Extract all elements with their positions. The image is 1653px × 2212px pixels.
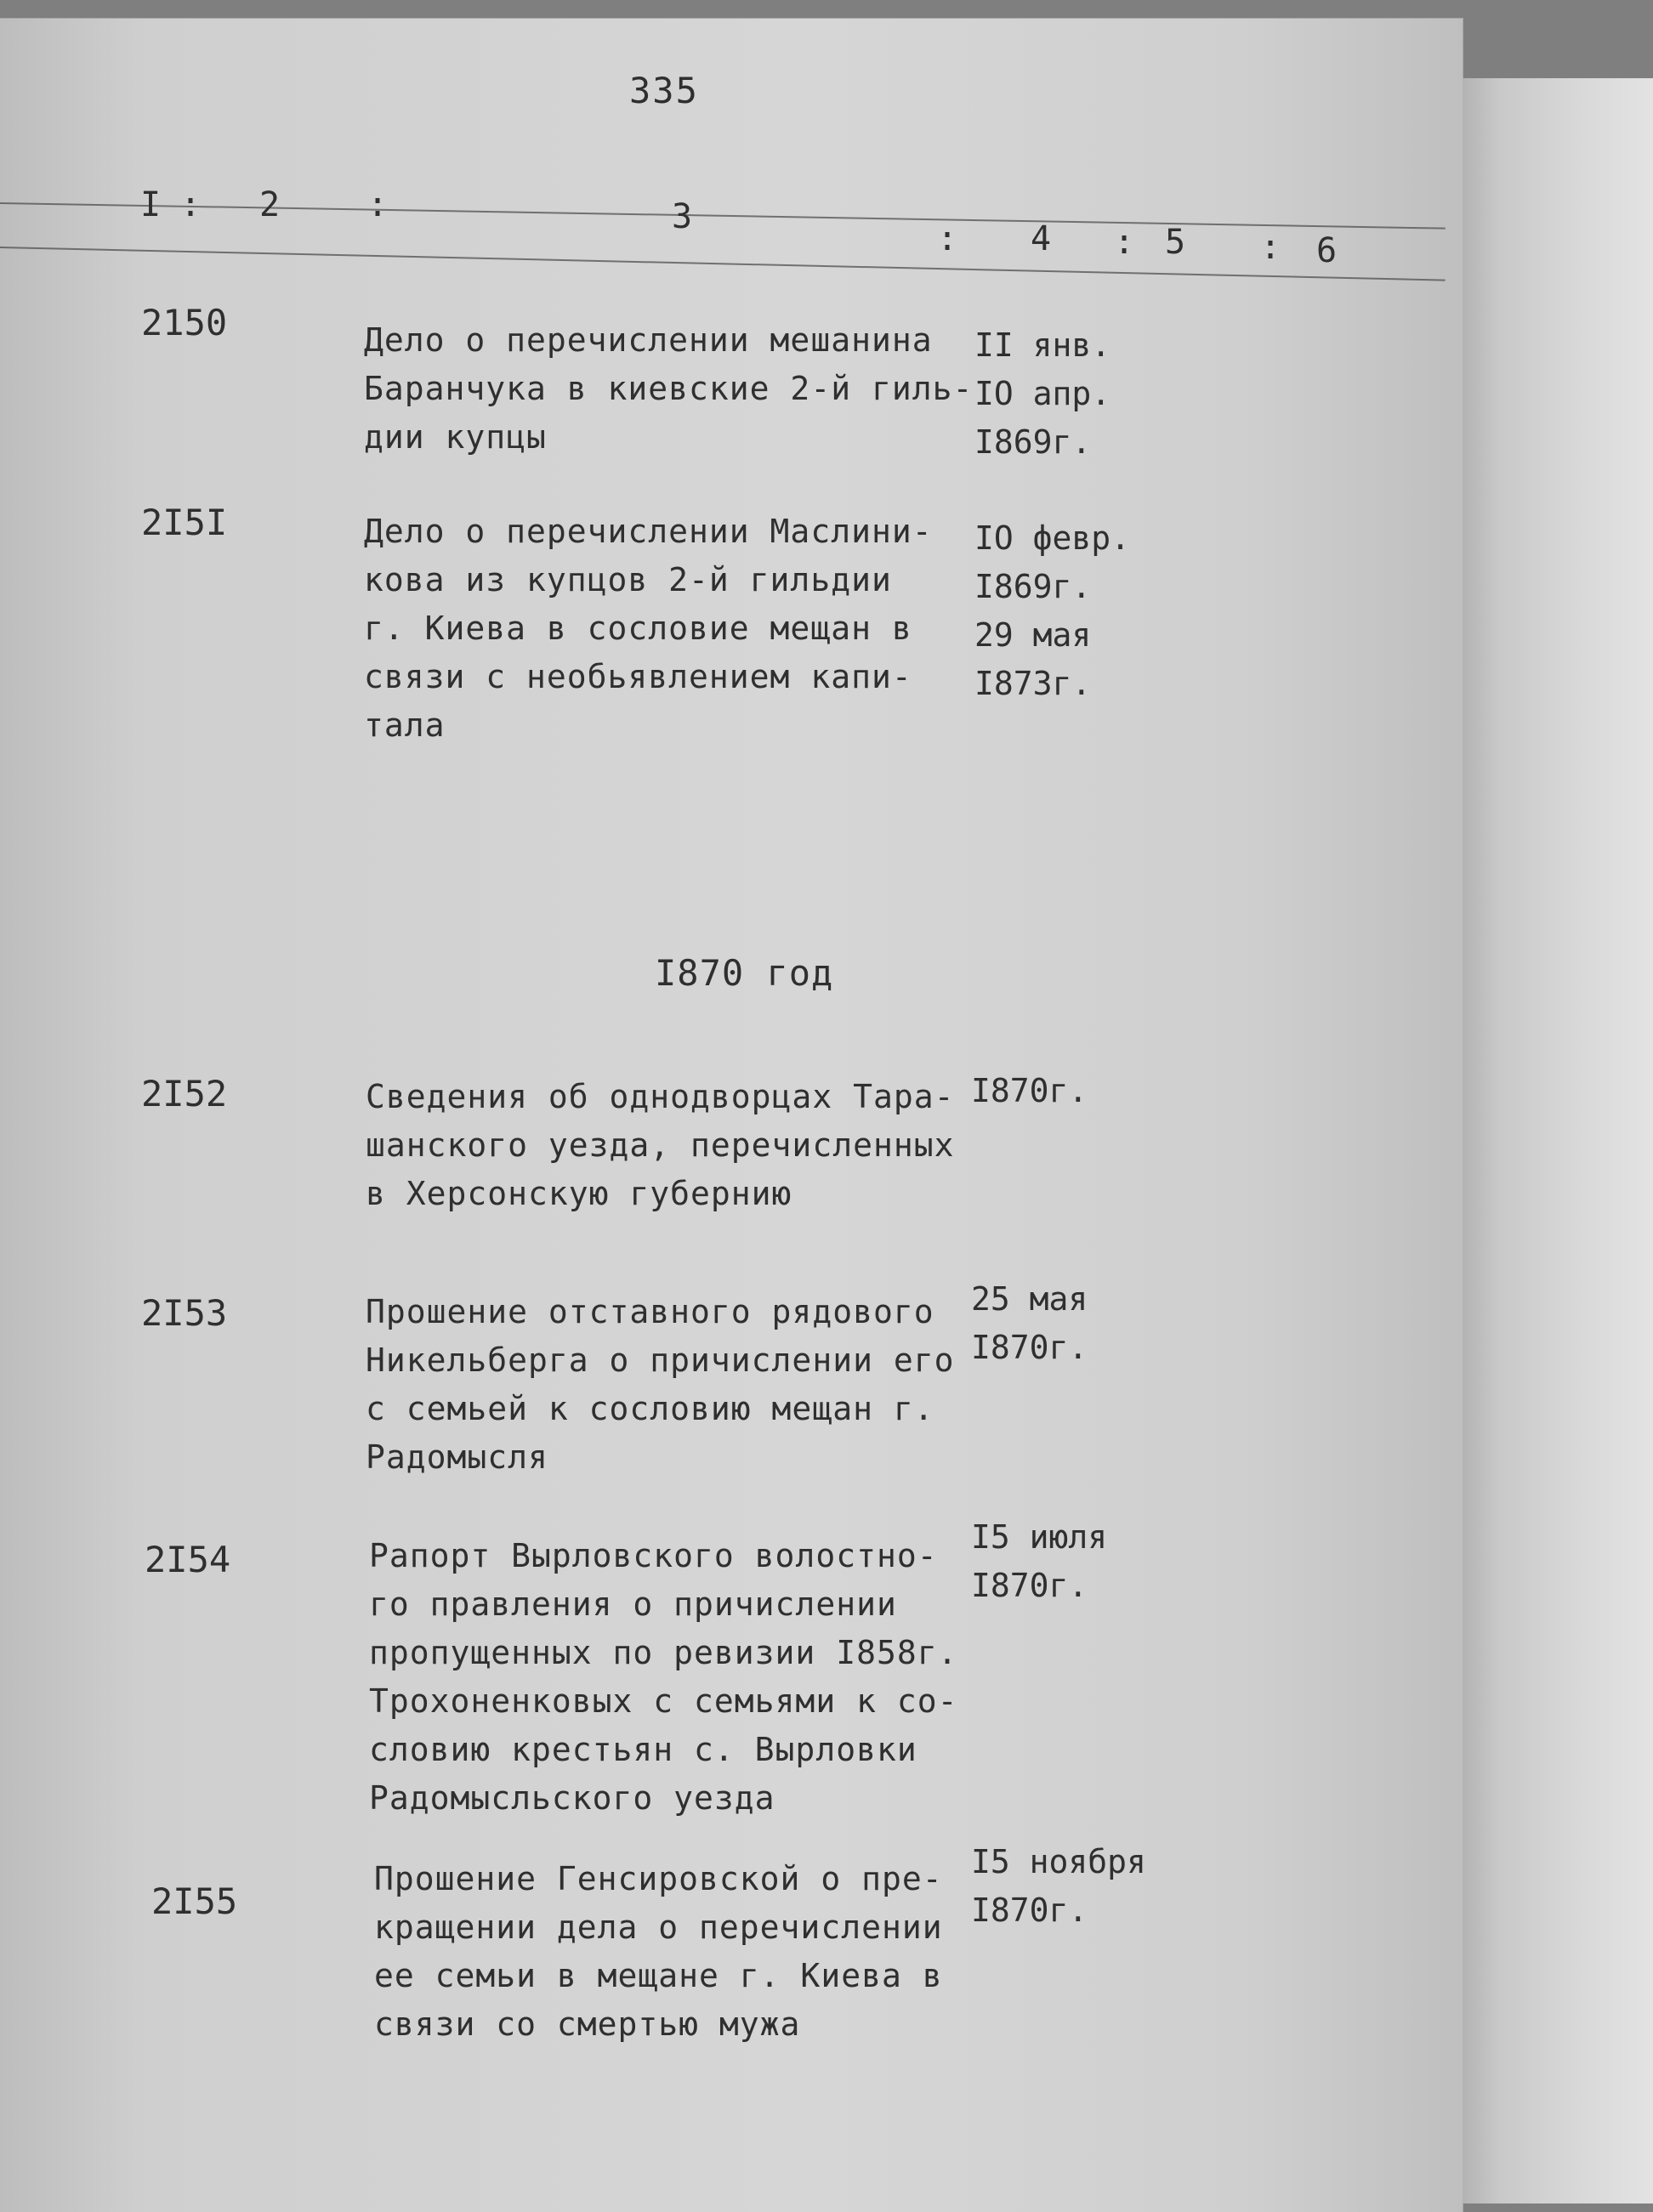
description-line: Трохоненковых с семьями к со- (369, 1682, 958, 1720)
description-line: Рапорт Вырловского волостно- (369, 1537, 938, 1574)
date-line: I869г. (974, 423, 1092, 461)
description-line: Прошение Генсировской о пре- (374, 1860, 943, 1897)
entry-dates (971, 1067, 1088, 1115)
entry-description (369, 1532, 957, 1823)
entry-dates (971, 1275, 1088, 1372)
entry-number: 2I53 (141, 1292, 228, 1334)
description-line: в Херсонскую губернию (366, 1175, 792, 1212)
description-line: ее семьи в мещане г. Киева в (374, 1957, 943, 1994)
description-line: связи с необьявлением капи- (364, 658, 912, 695)
column-header-1: I (140, 185, 162, 224)
page-number: 335 (629, 70, 699, 111)
date-line: 29 мая (974, 616, 1092, 654)
entry-description (366, 1288, 954, 1482)
date-line: I870г. (971, 1072, 1088, 1109)
description-line: кращении дела о перечислении (374, 1909, 943, 1946)
entry-dates (974, 514, 1130, 708)
description-line: Радомысля (366, 1438, 548, 1476)
date-line: I5 июля (971, 1518, 1108, 1556)
entry-dates (971, 1838, 1146, 1935)
entry-dates (971, 1513, 1107, 1610)
date-line: I869г. (974, 568, 1092, 605)
description-line: Баранчука в киевские 2-й гиль- (364, 370, 974, 407)
description-line: Дело о перечислении мешанина (364, 321, 933, 359)
description-line: дии купцы (364, 418, 547, 456)
column-header-separator: : (937, 219, 959, 258)
entry-description (364, 508, 933, 750)
entry-number: 2150 (141, 302, 228, 343)
date-line: I5 ноября (971, 1843, 1146, 1880)
description-line: тала (364, 706, 446, 744)
column-header-6: 6 (1316, 231, 1338, 270)
description-line: связи со смертью мужа (374, 2005, 801, 2043)
description-line: кова из купцов 2-й гильдии (364, 561, 892, 598)
page-edge-shadow (1463, 78, 1653, 2203)
date-line: 25 мая (971, 1280, 1088, 1318)
date-line: I870г. (971, 1567, 1088, 1604)
description-line: Прошение отставного рядового (366, 1293, 934, 1330)
column-header-separator: : (367, 185, 389, 224)
description-line: г. Киева в сословие мещан в (364, 610, 912, 647)
description-line: Сведения об однодворцах Тара- (366, 1078, 955, 1115)
date-line: IO апр. (974, 375, 1111, 412)
column-header-4: 4 (1031, 219, 1053, 258)
column-header-separator: : (1114, 223, 1136, 262)
column-header-separator: : (180, 185, 202, 224)
year-heading: I870 год (655, 952, 834, 994)
column-header-5: 5 (1165, 223, 1187, 262)
description-line: словию крестьян с. Вырловки (369, 1731, 917, 1768)
description-line: Никельберга о причислении его (366, 1341, 955, 1379)
description-line: пропущенных по ревизии I858г. (369, 1634, 958, 1671)
entry-number: 2I55 (151, 1880, 238, 1922)
entry-dates (974, 321, 1111, 467)
date-line: I870г. (971, 1892, 1088, 1929)
description-line: шанского уезда, перечисленных (366, 1126, 955, 1164)
description-line: го правления о причислении (369, 1585, 897, 1623)
entry-number: 2I52 (141, 1073, 228, 1115)
description-line: Дело о перечислении Маслини- (364, 513, 933, 550)
date-line: I873г. (974, 665, 1092, 702)
description-line: с семьей к сословию мещан г. (366, 1390, 934, 1427)
date-line: II янв. (974, 326, 1111, 364)
column-header-separator: : (1260, 228, 1282, 267)
column-header-2: 2 (259, 185, 281, 224)
entry-number: 2I5I (141, 502, 228, 543)
entry-description (364, 316, 973, 462)
entry-description (374, 1855, 943, 2049)
date-line: I870г. (971, 1329, 1088, 1366)
entry-description (366, 1073, 954, 1218)
entry-number: 2I54 (145, 1539, 231, 1580)
column-header-3: 3 (672, 197, 694, 236)
description-line: Радомысльского уезда (369, 1779, 775, 1817)
date-line: IO февр. (974, 519, 1131, 557)
